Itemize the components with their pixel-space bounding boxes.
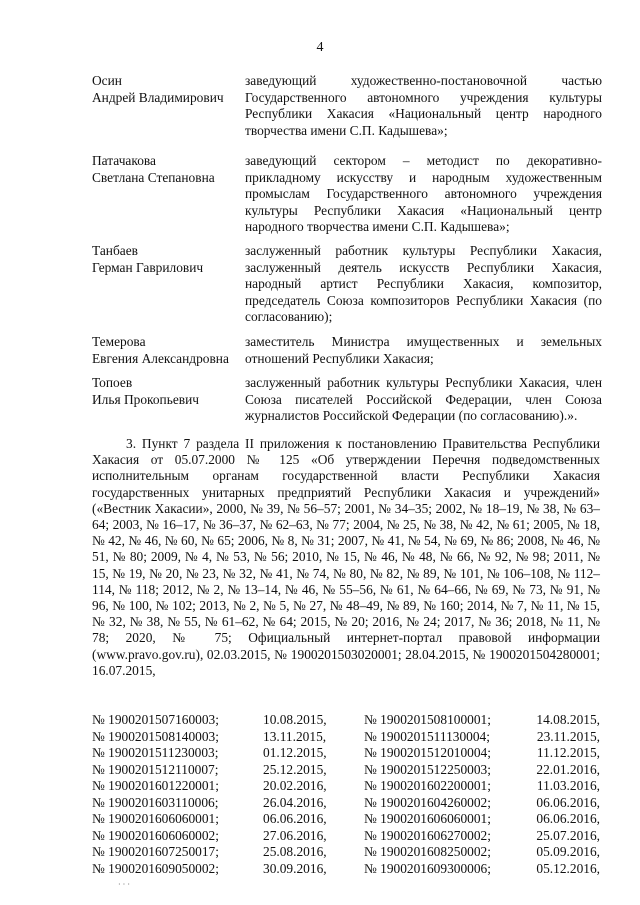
registry-number: № 1900201512010004;: [364, 745, 491, 760]
registry-number: № 1900201607250017;: [92, 844, 219, 859]
member-name: [92, 334, 242, 367]
registry-number: № 1900201606060001;: [364, 811, 491, 826]
registry-row: [92, 861, 600, 878]
member-given-names: Герман Гаврилович: [92, 259, 204, 275]
registry-date: 14.08.2015,: [536, 712, 600, 727]
registry-date: 25.12.2015,: [263, 761, 327, 777]
member-given-names: Светлана Степановна: [92, 169, 215, 185]
member-surname: Темерова: [92, 334, 146, 349]
registry-date: 25.08.2016,: [263, 844, 327, 859]
member-name: [92, 375, 242, 408]
member-role: заместитель Министра имущественных и земельных отношений Республики Хакасия;: [245, 334, 602, 366]
amendment-text: 3. Пункт 7 раздела II приложения к постановлению Правительства Республики Хакасия от 05.07.2000 № 125 «Об утверждении Перечня подведомственных исполнительным органам государственной власти Республики Хакасия государственных унитарных предприятий Республики Хакасия и учреждений» («Вестник Хакасии», 2000, № 39, № 56–57; 2001, № 34–35; 2002, № 18–19, № 38, № 63–64; 2003, № 16–17, № 36–37, № 62–63, № 77; 2004, № 25, № 38, № 42, № 61; 2005, № 18, № 42, № 46, № 60, № 65; 2006, № 8, № 31; 2007, № 41, № 54, № 69, № 86; 2008, № 46, № 51, № 80; 2009, № 4, № 53, № 56; 2010, № 15, № 46, № 48, № 66, № 92, № 98; 2011, № 15, № 19, № 20, № 23, № 32, № 41, № 74, № 80, № 82, № 89, № 101, № 106–108, № 112–114, № 118; 2012, № 2, № 13–14, № 46, № 55–56, № 61, № 64–66, № 69, № 73, № 91, № 96, № 100, № 102; 2013, № 2, № 5, № 27, № 48–49, № 89, № 160; 2014, № 7, № 11, № 15, № 32, № 38, № 55, № 61–62, № 64; 2015, № 20; 2016, № 24; 2017, № 36; 2018, № 11, № 78; 2020, № 75; Официальный интернет-портал правовой информации (www.pravo.gov.ru), 02.03.2015, № 1900201503020001; 28.04.2015, № 1900201504280001; 16.07.2015,: [92, 436, 600, 678]
registry-row: [92, 811, 600, 828]
registry-number: № 1900201603110006;: [92, 794, 219, 810]
registry-row: [92, 844, 600, 861]
scan-mark: · · ·: [118, 880, 130, 889]
registry-row: [92, 712, 600, 729]
member-given-names: Евгения Александровна: [92, 350, 229, 366]
registry-number: № 1900201608250002;: [364, 844, 491, 859]
registry-number: № 1900201606270002;: [364, 827, 491, 843]
registry-date: 23.11.2015,: [536, 728, 600, 744]
registry-row: [92, 795, 600, 812]
registry-date: 06.06.2016,: [536, 811, 600, 826]
registry-number: № 1900201512250003;: [364, 761, 491, 777]
registry-date: 05.12.2016,: [536, 860, 600, 876]
registry-number: № 1900201511230003;: [92, 745, 219, 760]
registry-date: 20.02.2016,: [263, 778, 327, 793]
member-role: заведующий сектором – методист по декоративно-прикладному искусству и народным художественным промыслам Государственного автономного учреждения культуры Республики Хакасия «Национальный центр народного творчества имени С.П. Кадышева»;: [245, 153, 602, 234]
registry-number: № 1900201606060002;: [92, 827, 219, 843]
registry-date: 26.04.2016,: [263, 794, 327, 810]
registry-number: № 1900201512110007;: [92, 761, 219, 777]
registry-date: 10.08.2015,: [263, 712, 327, 727]
registry-number: № 1900201508140003;: [92, 728, 219, 744]
member-given-names: Андрей Владимирович: [92, 89, 224, 105]
registry-date: 06.06.2016,: [536, 794, 600, 810]
registry-row: [92, 729, 600, 746]
registry-number: № 1900201508100001;: [364, 712, 491, 727]
member-name: [92, 73, 242, 106]
amendment-paragraph: [92, 436, 600, 679]
registry-date: 11.12.2015,: [536, 745, 600, 760]
member-role: заслуженный работник культуры Республики Хакасия, заслуженный деятель искусств Республики Хакасия, народный артист Республики Хакасия, композитор, председатель Союза композиторов Республики Хакасия (по согласованию);: [245, 243, 602, 324]
member-name: [92, 153, 242, 186]
member-role: заслуженный работник культуры Республики Хакасия, член Союза писателей Российской Федерации, член Союза журналистов Российской Федерации (по согласованию).».: [245, 375, 602, 423]
registry-row: [92, 778, 600, 795]
member-name: [92, 243, 242, 276]
registry-row: [92, 762, 600, 779]
registry-number: № 1900201601220001;: [92, 778, 219, 793]
registry-date: 06.06.2016,: [263, 811, 327, 826]
member-surname: Патачакова: [92, 153, 156, 168]
registry-number: № 1900201609300006;: [364, 860, 491, 876]
member-surname: Топоев: [92, 375, 133, 390]
registry-date: 25.07.2016,: [536, 827, 600, 843]
registry-row: [92, 745, 600, 762]
member-surname: Танбаев: [92, 243, 138, 258]
registry-number: № 1900201609050002;: [92, 860, 219, 876]
registry-date: 27.06.2016,: [263, 827, 327, 843]
member-surname: Осин: [92, 73, 122, 88]
registry-number: № 1900201602200001;: [364, 778, 491, 793]
registry-number: № 1900201604260002;: [364, 794, 491, 810]
registry-date: 11.03.2016,: [536, 778, 600, 793]
registry-date: 01.12.2015,: [263, 745, 327, 760]
registry-date: 30.09.2016,: [263, 860, 327, 876]
member-role: заведующий художественно-постановочной частью Государственного автономного учреждения культуры Республики Хакасия «Национальный центр народного творчества имени С.П. Кадышева»;: [245, 73, 602, 138]
registry-date: 13.11.2015,: [263, 728, 327, 744]
registry-number: № 1900201606060001;: [92, 811, 219, 826]
registry-date: 05.09.2016,: [536, 844, 600, 859]
member-given-names: Илья Прокопьевич: [92, 391, 199, 407]
registry-number: № 1900201511130004;: [364, 728, 490, 744]
page-number: 4: [316, 40, 324, 55]
registry-number: № 1900201507160003;: [92, 712, 219, 727]
registry-row: [92, 828, 600, 845]
registry-date: 22.01.2016,: [536, 761, 600, 777]
